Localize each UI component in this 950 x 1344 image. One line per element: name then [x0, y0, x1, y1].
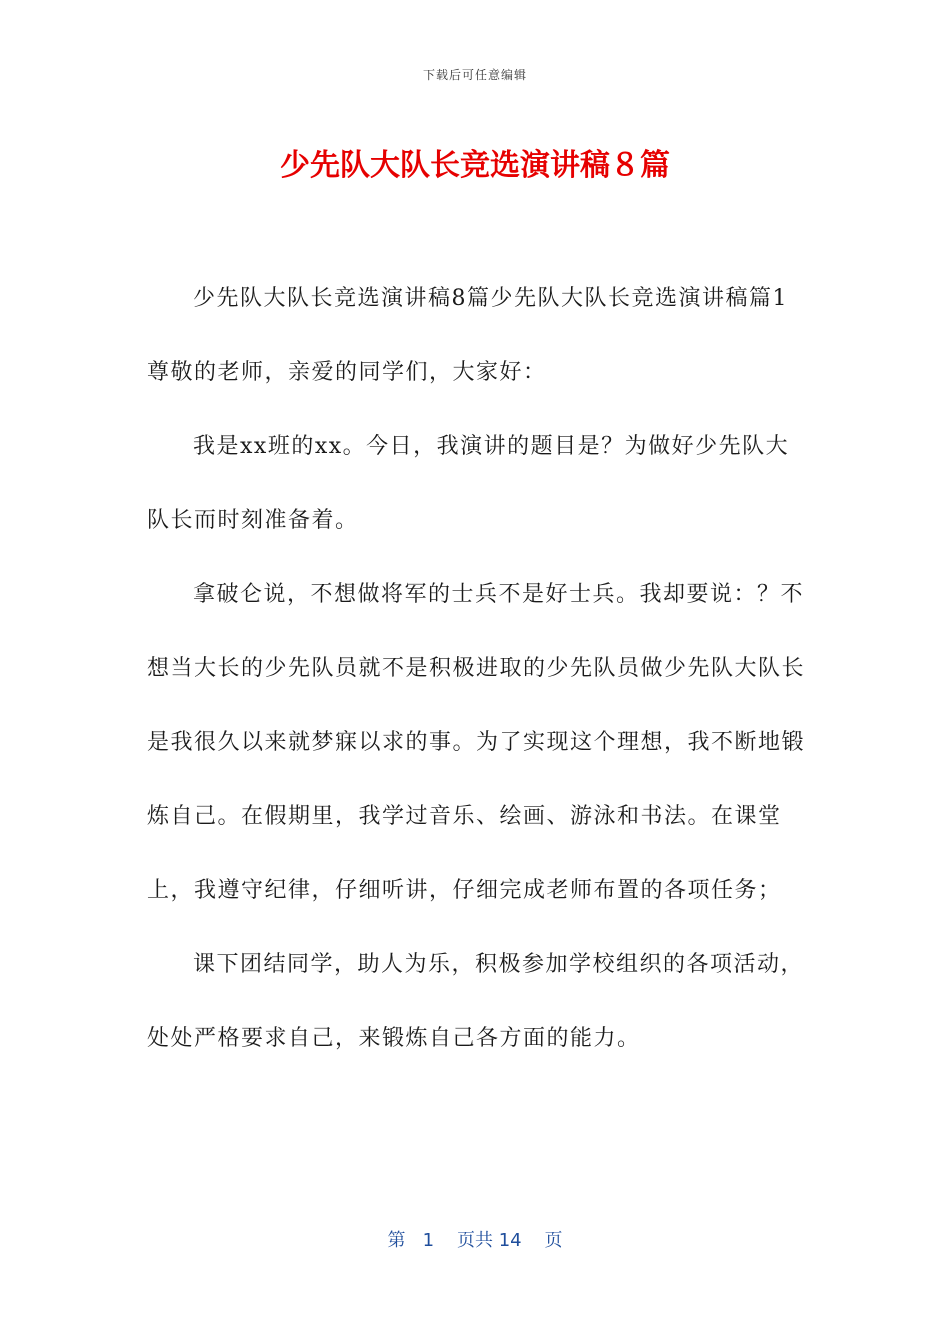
paragraph-2: 尊敬的老师，亲爱的同学们，大家好： [147, 360, 547, 385]
document-body [147, 262, 812, 1076]
footer-middle: 页共 [456, 1230, 493, 1251]
paragraph-4: 拿破仑说，不想做将军的士兵不是好士兵。我却要说：？不想当大长的少先队员就不是积极进取的少先队员做少先队大队长是我很久以来就梦寐以求的事。为了实现这个理想，我不断地锻炼自己。在假期里，我学过音乐、绘画、游泳和书法。在课堂上，我遵守纪律，仔细听讲，仔细完成老师布置的各项任务； [147, 582, 806, 903]
paragraph-5: 课下团结同学，助人为乐，积极参加学校组织的各项活动，处处严格要求自己，来锻炼自己各方面的能力。 [147, 952, 805, 1051]
current-page-number: 1 [422, 1230, 435, 1251]
document-title: 少先队大队长竞选演讲稿８篇 [280, 148, 670, 183]
footer-suffix: 页 [544, 1230, 563, 1251]
page-footer [0, 1226, 950, 1252]
footer-prefix: 第 [387, 1230, 406, 1251]
paragraph-3: 我是xx班的xx。今日，我演讲的题目是？为做好少先队大队长而时刻准备着。 [147, 434, 790, 533]
header-note: 下载后可任意编辑 [422, 68, 527, 82]
total-pages-number: 14 [498, 1230, 522, 1251]
paragraph-1: 少先队大队长竞选演讲稿8篇少先队大队长竞选演讲稿篇1 [193, 286, 788, 311]
